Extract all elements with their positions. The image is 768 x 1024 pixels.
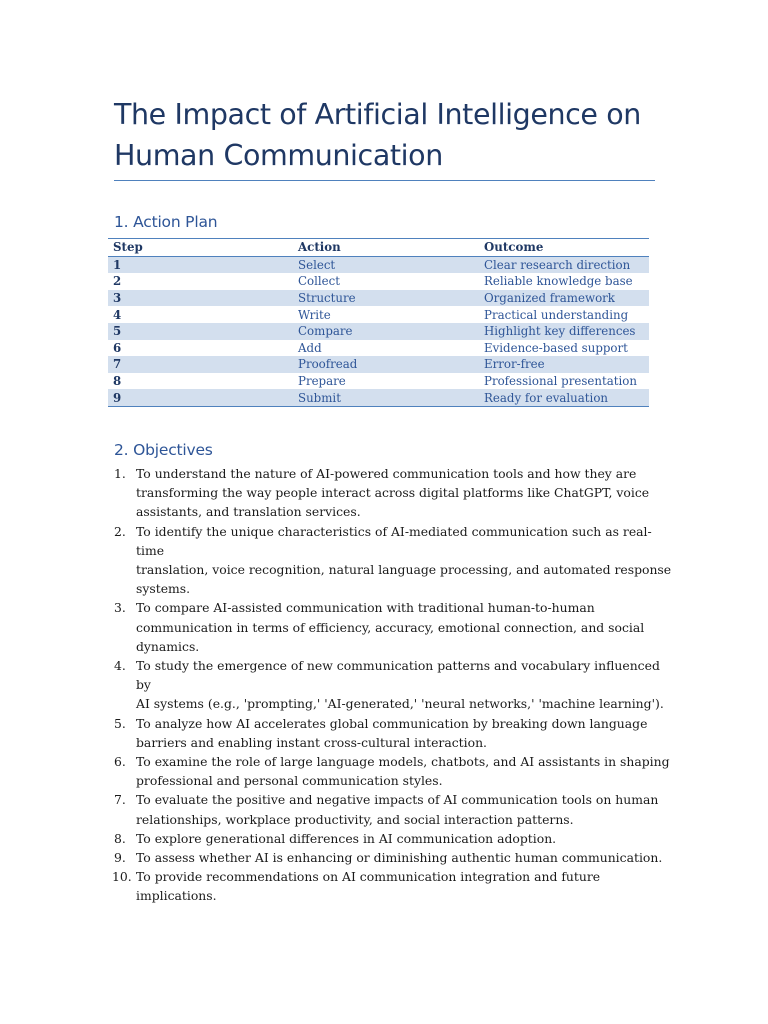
objective-text-line: assistants, and translation services. — [136, 504, 361, 520]
outcome-cell: Professional presentation — [484, 374, 637, 389]
action-cell: Collect — [298, 274, 341, 289]
action-cell: Proofread — [298, 357, 358, 372]
list-number: 1. — [114, 466, 126, 481]
table-row — [108, 356, 649, 373]
objective-item — [114, 656, 674, 714]
table-row — [108, 340, 649, 357]
objectives-list — [114, 464, 674, 906]
list-number: 6. — [114, 754, 126, 770]
step-cell: 5 — [113, 324, 122, 339]
objective-text-line: To identify the unique characteristics of AI-mediated communication such as real-time — [136, 523, 652, 558]
objective-text-line: To assess whether AI is enhancing or diminishing authentic human communication. — [136, 850, 663, 866]
objective-text-line: To examine the role of large language models, chatbots, and AI assistants in shaping — [136, 754, 670, 770]
action-plan-body — [108, 256, 649, 406]
objective-text-line: professional and personal communication styles. — [136, 773, 443, 789]
list-number: 8. — [114, 830, 126, 846]
objective-text-line: relationships, workplace productivity, and social interaction patterns. — [136, 811, 574, 827]
list-number: 5. — [114, 715, 126, 731]
table-row — [108, 389, 649, 406]
objective-item — [114, 464, 674, 522]
objective-item — [114, 522, 674, 599]
objective-text-line: To explore generational differences in AI communication adoption. — [136, 830, 557, 846]
objective-text-line: dynamics. — [136, 638, 200, 654]
objective-text-line: barriers and enabling instant cross-cultural interaction. — [136, 734, 487, 750]
outcome-cell: Evidence-based support — [484, 340, 628, 355]
objectives-heading: 2. Objectives — [114, 441, 213, 459]
outcome-cell: Error-free — [484, 357, 545, 372]
objective-text-line: translation, voice recognition, natural language processing, and automated response — [136, 562, 672, 578]
objective-item — [114, 752, 674, 790]
objective-text-line: To understand the nature of AI-powered communication tools and how they are — [136, 466, 637, 481]
table-header-row — [108, 239, 649, 257]
table-row — [108, 373, 649, 390]
objective-text-line: To analyze how AI accelerates global communication by breaking down language — [136, 715, 648, 731]
action-cell: Submit — [298, 390, 341, 405]
action-plan-heading: 1. Action Plan — [114, 213, 218, 231]
step-cell: 1 — [113, 257, 122, 272]
step-cell: 9 — [113, 390, 122, 405]
step-cell: 7 — [113, 357, 122, 372]
list-number: 10. — [112, 869, 132, 885]
objective-text-line: To compare AI-assisted communication with traditional human-to-human — [136, 600, 595, 616]
action-cell: Select — [298, 257, 336, 272]
objective-item — [114, 829, 674, 848]
action-plan-table — [108, 238, 649, 407]
outcome-cell: Clear research direction — [484, 257, 631, 272]
outcome-cell: Ready for evaluation — [484, 390, 609, 405]
list-number: 3. — [114, 600, 126, 616]
objective-text-line: To study the emergence of new communication patterns and vocabulary influenced by — [136, 658, 660, 693]
objective-item — [114, 790, 674, 828]
table-row — [108, 256, 649, 273]
objective-item — [114, 714, 674, 752]
table-row — [108, 323, 649, 340]
action-cell: Add — [298, 340, 322, 355]
column-header-step: Step — [113, 240, 143, 255]
objective-text-line: To evaluate the positive and negative impacts of AI communication tools on human — [136, 792, 659, 808]
step-cell: 4 — [113, 307, 122, 322]
step-cell: 8 — [113, 374, 122, 389]
list-number: 2. — [114, 523, 126, 539]
column-header-outcome: Outcome — [484, 240, 544, 255]
action-cell: Write — [298, 307, 331, 322]
document-title: The Impact of Artificial Intelligence on Human Communication — [114, 98, 641, 172]
action-cell: Compare — [298, 324, 353, 339]
objective-text-line: transforming the way people interact across digital platforms like ChatGPT, voice — [136, 485, 650, 501]
objective-text-line: To provide recommendations on AI communication integration and future implications. — [136, 869, 601, 904]
column-header-action: Action — [298, 240, 341, 255]
list-number: 4. — [114, 658, 126, 674]
objective-item — [114, 848, 674, 867]
table-row — [108, 306, 649, 323]
table-row — [108, 273, 649, 290]
table-row — [108, 290, 649, 307]
action-cell: Structure — [298, 291, 356, 306]
objective-text-line: AI systems (e.g., 'prompting,' 'AI-generated,' 'neural networks,' 'machine learning'). — [136, 696, 664, 712]
objective-item — [114, 867, 674, 905]
step-cell: 6 — [113, 340, 122, 355]
list-number: 9. — [114, 850, 126, 866]
title-divider — [114, 180, 655, 181]
list-number: 7. — [114, 792, 126, 808]
step-cell: 2 — [113, 274, 122, 289]
step-cell: 3 — [113, 291, 122, 306]
objective-text-line: systems. — [136, 581, 191, 597]
action-cell: Prepare — [298, 374, 346, 389]
objective-item — [114, 598, 674, 656]
outcome-cell: Reliable knowledge base — [484, 274, 633, 289]
objective-text-line: communication in terms of efficiency, accuracy, emotional connection, and social — [136, 619, 645, 635]
outcome-cell: Practical understanding — [484, 307, 629, 322]
outcome-cell: Organized framework — [484, 291, 615, 306]
outcome-cell: Highlight key differences — [484, 324, 636, 339]
